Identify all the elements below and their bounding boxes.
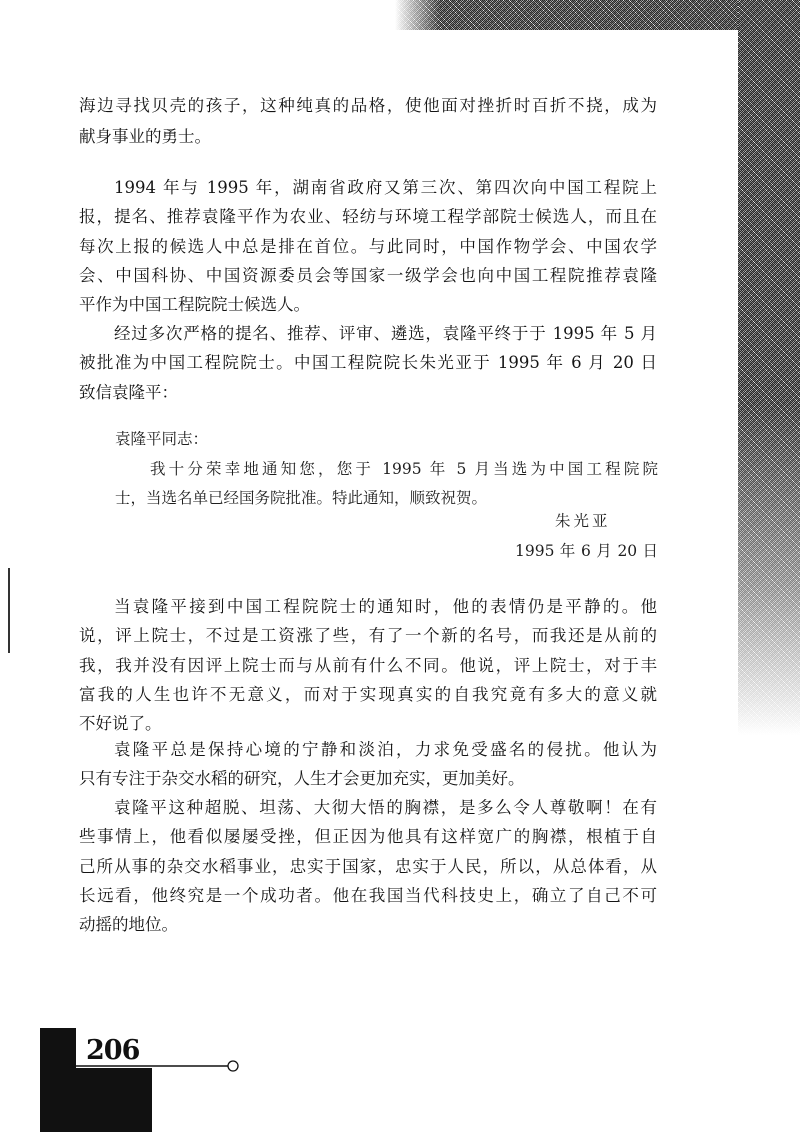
text-line: 长远看，他终究是一个成功者。他在我国当代科技史上，确立了自己不可 xyxy=(79,885,657,905)
page-number-bar-block xyxy=(40,1068,152,1132)
text-line: 经过多次严格的提名、推荐、评审、遴选，袁隆平终于于 1995 年 5 月 xyxy=(114,324,657,343)
text-line: 袁隆平总是保持心境的宁静和淡泊，力求免受盛名的侵扰。他认为 xyxy=(114,740,657,759)
text-line: 说，评上院士，不过是工资涨了些，有了一个新的名号，而我还是从前的 xyxy=(79,626,657,646)
text-line: 己所从事的杂交水稻事业，忠实于国家，忠实于人民，所以，从总体看，从 xyxy=(79,856,657,876)
paragraph-reaction xyxy=(79,592,657,738)
text-line: 被批准为中国工程院院士。中国工程院院长朱光亚于 1995 年 6 月 20 日 xyxy=(79,353,657,373)
text-line: 富我的人生也许不无意义，而对于实现真实的自我究竟有多大的意义就 xyxy=(79,684,657,704)
text-line: 不好说了。 xyxy=(79,714,162,734)
page-number-circle xyxy=(228,1061,238,1071)
paragraph-nomination xyxy=(79,173,657,319)
text-line: 报，提名、推荐袁隆平作为农业、轻纺与环境工程学部院士候选人，而且在 xyxy=(79,207,657,227)
text-line: 每次上报的候选人中总是排在首位。与此同时，中国作物学会、中国农学 xyxy=(79,236,657,256)
letter-body xyxy=(115,455,658,513)
text-line: 平作为中国工程院院士候选人。 xyxy=(79,295,310,315)
page-number: 206 xyxy=(86,1035,140,1066)
text-line: 1994 年与 1995 年，湖南省政府又第三次、第四次向中国工程院上 xyxy=(114,178,657,197)
scan-edge-line xyxy=(8,568,10,653)
text-line: 会、中国科协、中国资源委员会等国家一级学会也向中国工程院推荐袁隆 xyxy=(79,265,657,285)
paragraph-continuation xyxy=(79,90,657,152)
text-line: 献身事业的勇士。 xyxy=(79,127,211,146)
text-line: 些事情上，他看似屡屡受挫，但正因为他具有这样宽广的胸襟，根植于自 xyxy=(79,827,657,847)
text-line: 当袁隆平接到中国工程院院士的通知时，他的表情仍是平静的。他 xyxy=(114,597,657,616)
page-edge-shadow-right xyxy=(738,0,800,735)
paragraph-tribute xyxy=(79,793,657,939)
letter-signature: 朱光亚 xyxy=(555,512,611,530)
text-line: 袁隆平这种超脱、坦荡、大彻大悟的胸襟，是多么令人尊敬啊！在有 xyxy=(114,798,657,817)
text-line: 动摇的地位。 xyxy=(79,915,178,935)
text-line: 我，我并没有因评上院士而与从前有什么不同。他说，评上院士，对于丰 xyxy=(79,655,657,675)
text-line: 我十分荣幸地通知您，您于 1995 年 5 月当选为中国工程院院 xyxy=(150,460,658,478)
text-line: 只有专注于杂交水稻的研究，人生才会更加充实，更加美好。 xyxy=(79,769,525,789)
letter-salutation: 袁隆平同志： xyxy=(115,430,209,448)
text-line: 海边寻找贝壳的孩子，这种纯真的品格，使他面对挫折时百折不挠，成为 xyxy=(79,96,657,115)
paragraph-approval xyxy=(79,319,657,407)
paragraph-tranquility xyxy=(79,735,657,794)
text-line: 士，当选名单已经国务院批准。特此通知，顺致祝贺。 xyxy=(115,489,488,507)
letter-date: 1995 年 6 月 20 日 xyxy=(515,542,658,560)
text-line: 致信袁隆平： xyxy=(79,382,178,402)
